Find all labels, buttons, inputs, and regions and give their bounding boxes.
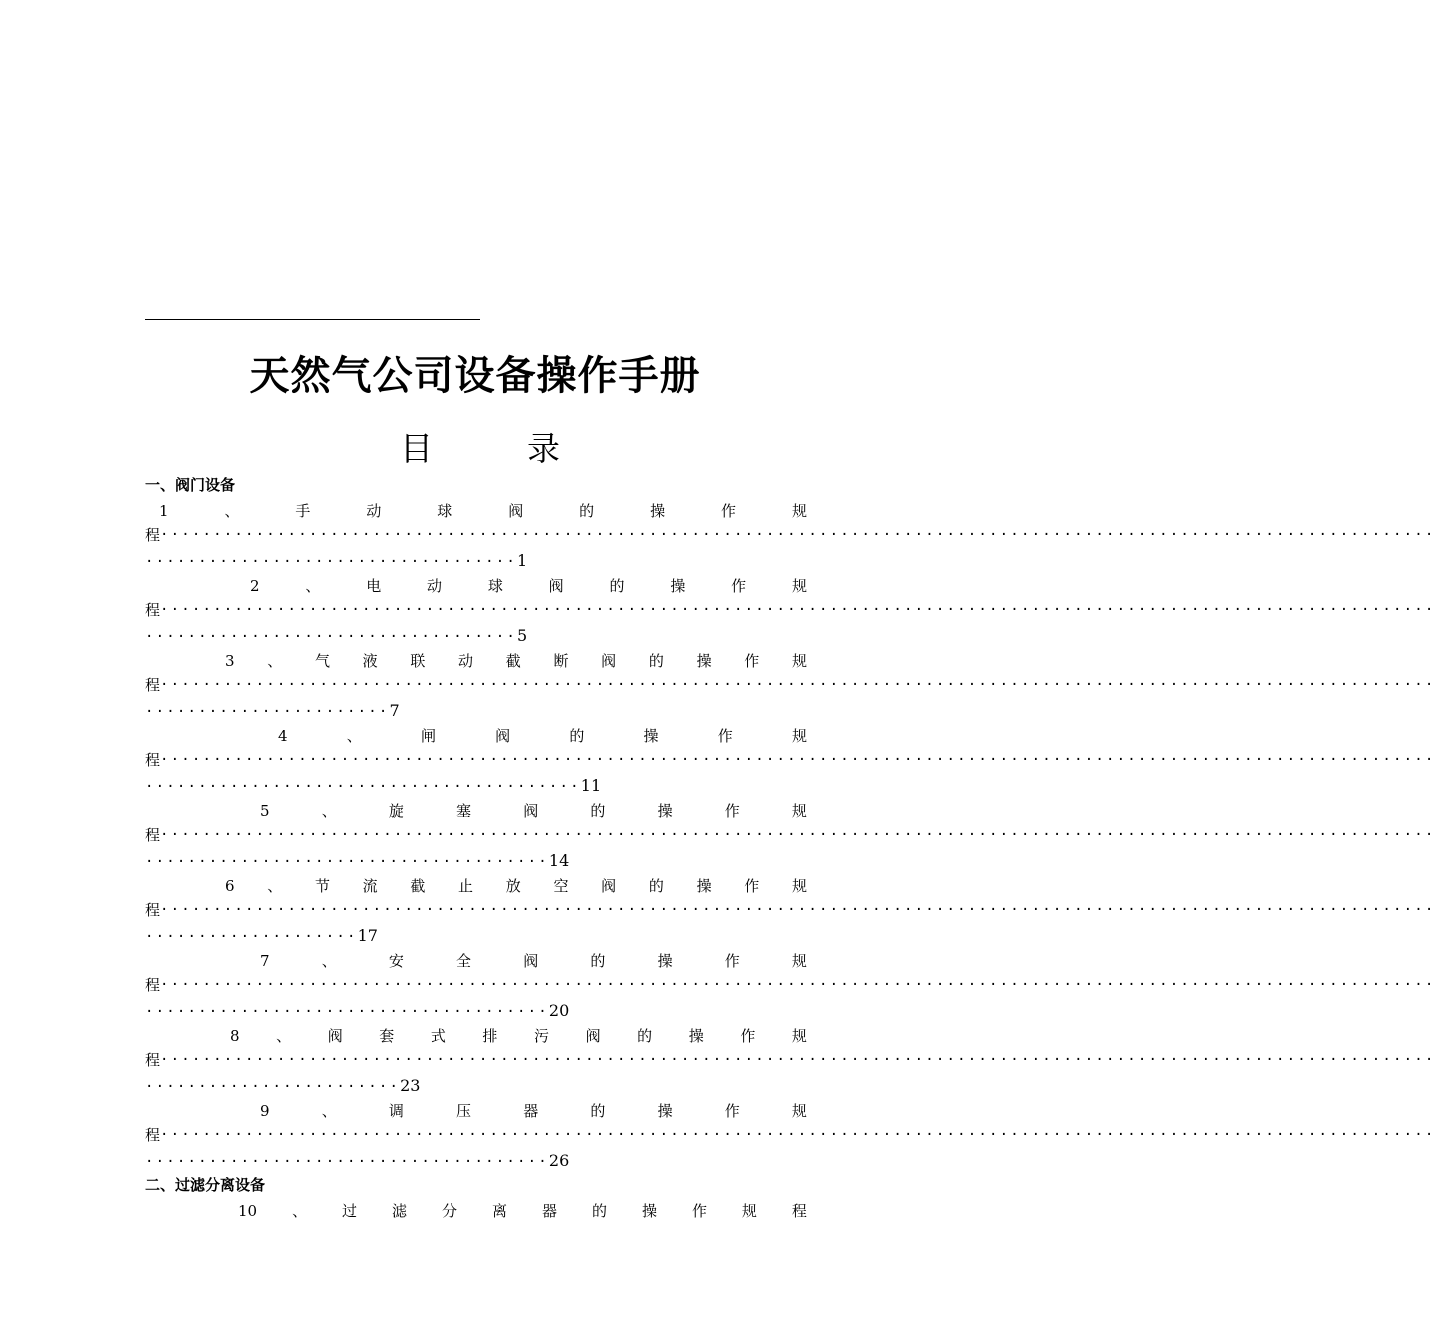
toc-page-number: 26 [548, 1151, 570, 1170]
table-of-contents [145, 473, 1435, 1223]
toc-leader-line: 程 ························································································································ [145, 751, 1435, 769]
toc-entry[interactable] [145, 798, 1435, 873]
toc-entry-text: 9 、 调 压 器 的 操 作 规 [260, 1101, 807, 1120]
toc-page-line: ···································1 [145, 551, 528, 570]
toc-entry[interactable] [145, 648, 1435, 723]
toc-entry[interactable] [145, 1023, 1435, 1098]
toc-leader-line: 程 ························································································································ [145, 526, 1435, 544]
toc-page-number: 11 [580, 776, 602, 795]
toc-heading-char-1: 目 [400, 429, 433, 468]
toc-page-line: ························23 [145, 1076, 421, 1095]
toc-page-line: ·······················7 [145, 701, 400, 720]
toc-page-number: 20 [548, 1001, 570, 1020]
toc-entry[interactable] [145, 1198, 807, 1223]
toc-heading-char-2: 录 [527, 429, 560, 468]
toc-section-heading: 一、阀门设备 [145, 476, 236, 494]
toc-entry-text: 6 、 节 流 截 止 放 空 阀 的 操 作 规 [225, 876, 807, 895]
toc-entry-text: 10 、 过 滤 分 离 器 的 操 作 规 程 [238, 1201, 807, 1220]
toc-entry[interactable] [145, 498, 1435, 573]
toc-page-line: ······································14 [145, 851, 570, 870]
toc-leader-line: 程 ························································································································ [145, 601, 1435, 619]
toc-entry-text: 1 、 手 动 球 阀 的 操 作 规 [159, 501, 807, 520]
header-rule [145, 319, 480, 320]
toc-entry[interactable] [145, 1098, 1435, 1173]
toc-page-line: ······································20 [145, 1001, 570, 1020]
toc-page-number: 7 [389, 701, 400, 720]
toc-entry-text: 5 、 旋 塞 阀 的 操 作 规 [260, 801, 807, 820]
toc-entry-text: 8 、 阀 套 式 排 污 阀 的 操 作 规 [230, 1026, 807, 1045]
toc-entry[interactable] [145, 873, 1435, 948]
toc-page-line: ····················17 [145, 926, 378, 945]
toc-page-line: ···································5 [145, 626, 528, 645]
toc-entry-text: 2 、 电 动 球 阀 的 操 作 规 [250, 576, 807, 595]
toc-entry-text: 7 、 安 全 阀 的 操 作 规 [260, 951, 807, 970]
document-title: 天然气公司设备操作手册 [249, 352, 701, 399]
toc-leader-line: 程 ························································································································ [145, 1051, 1435, 1069]
toc-leader-line: 程 ························································································································ [145, 901, 1435, 919]
toc-page-line: ·········································11 [145, 776, 602, 795]
toc-entry-text: 4 、 闸 阀 的 操 作 规 [278, 726, 807, 745]
toc-entry[interactable] [145, 723, 1435, 798]
toc-page-number: 1 [517, 551, 528, 570]
toc-entry-text: 3 、 气 液 联 动 截 断 阀 的 操 作 规 [225, 651, 807, 670]
toc-section-heading: 二、过滤分离设备 [145, 1176, 266, 1194]
toc-entry[interactable] [145, 948, 1435, 1023]
toc-leader-line: 程 ························································································································ [145, 676, 1435, 694]
toc-leader-line: 程 ························································································································ [145, 1126, 1435, 1144]
toc-heading [400, 424, 560, 474]
toc-page-number: 23 [400, 1076, 421, 1095]
toc-entry[interactable] [145, 573, 1435, 648]
toc-leader-line: 程 ························································································································ [145, 826, 1435, 844]
toc-page-line: ······································26 [145, 1151, 570, 1170]
toc-page-number: 17 [357, 926, 378, 945]
toc-page-number: 5 [517, 626, 528, 645]
toc-page-number: 14 [548, 851, 570, 870]
toc-leader-line: 程 ························································································································ [145, 976, 1435, 994]
